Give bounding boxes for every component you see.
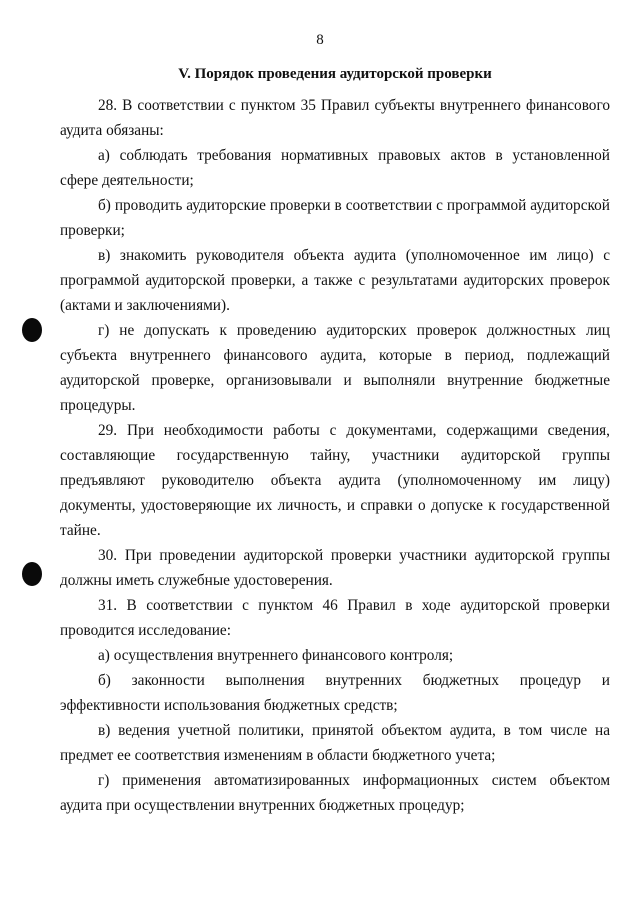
paragraph-31-g: г) применения автоматизированных информационных систем объектом аудита при осуществлении внутренних бюджетных процедур; xyxy=(60,772,610,814)
paragraph-31: 31. В соответствии с пунктом 46 Правил в ходе аудиторской проверки проводится исследование: xyxy=(60,597,610,639)
paragraph-28-b: б) проводить аудиторские проверки в соответствии с программой аудиторской проверки; xyxy=(60,197,610,239)
punch-hole xyxy=(22,562,42,586)
paragraph-31-a: а) осуществления внутреннего финансового контроля; xyxy=(98,647,454,664)
paragraph-31-v: в) ведения учетной политики, принятой объектом аудита, в том числе на предмет ее соответствия изменениям в области бюджетного учета; xyxy=(60,722,610,764)
paragraph-28-v: в) знакомить руководителя объекта аудита (уполномоченное им лицо) с программой аудиторской проверки, а также с результатами аудиторских проверок (актами и заключениями). xyxy=(60,247,610,314)
document-body xyxy=(60,93,610,818)
paragraph-28: 28. В соответствии с пунктом 35 Правил субъекты внутреннего финансового аудита обязаны: xyxy=(60,97,610,139)
page-number: 8 xyxy=(316,32,324,48)
punch-hole xyxy=(22,318,42,342)
paragraph-30: 30. При проведении аудиторской проверки участники аудиторской группы должны иметь служебные удостоверения. xyxy=(60,547,610,589)
paragraph-29: 29. При необходимости работы с документами, содержащими сведения, составляющие государственную тайну, участники аудиторской группы предъявляют руководителю объекта аудита (уполномоченному им лицу) документы, удостоверяющие их личность, и справки о допуске к государственной тайне. xyxy=(60,422,610,539)
section-heading: V. Порядок проведения аудиторской проверки xyxy=(178,66,492,82)
paragraph-31-b: б) законности выполнения внутренних бюджетных процедур и эффективности использования бюджетных средств; xyxy=(60,672,610,714)
paragraph-28-a: а) соблюдать требования нормативных правовых актов в установленной сфере деятельности; xyxy=(60,147,610,189)
paragraph-28-g: г) не допускать к проведению аудиторских проверок должностных лиц субъекта внутреннего финансового аудита, которые в период, подлежащий аудиторской проверке, организовывали и выполняли внутренние бюджетные процедуры. xyxy=(60,322,610,414)
